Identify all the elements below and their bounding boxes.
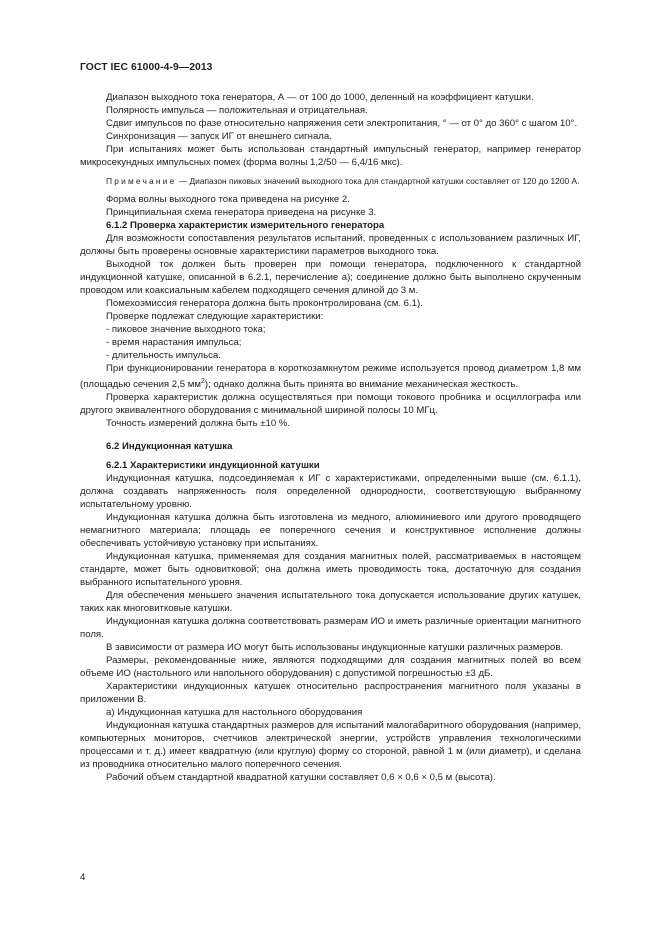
- paragraph: Диапазон выходного тока генератора, А — от 100 до 1000, деленный на коэффициент катушки.: [106, 92, 534, 103]
- superscript: 2: [200, 378, 205, 385]
- document-body: [80, 91, 581, 784]
- paragraph: Индукционная катушка, подсоединяемая к ИГ с характеристиками, определенными выше (см. 6.1.1), должна создавать напряженность поля определенной однородности, соответствующую выбранному испытательному уровню.: [80, 473, 581, 511]
- paragraph: Рабочий объем стандартной квадратной катушки составляет 0,6 × 0,6 × 0,5 м (высота).: [106, 772, 496, 784]
- section-heading-6-2: 6.2 Индукционная катушка: [106, 441, 233, 453]
- paragraph: Индукционная катушка, применяемая для создания магнитных полей, рассматриваемых в настоящем стандарте, может быть одновитковой; она должна иметь проводимость тока, достаточную для создания выбранного испытательного уровня.: [80, 551, 581, 589]
- paragraph: Проверка характеристик должна осуществляться при помощи токового пробника и осциллографа или другого эквивалентного оборудования с минимальной шириной полосы 10 МГц.: [80, 392, 581, 417]
- paragraph: Индукционная катушка стандартных размеров для испытаний малогабаритного оборудования (например, компьютерных мониторов, счетчиков электрической энергии, устройств управления технологическими процессами и т. д.) имеет квадратную (или круглую) форму со стороной, равной 1 м (или диаметр), и сделана из проводника относительно малого поперечного сечения.: [80, 720, 581, 771]
- note-label: Примечание: [106, 176, 177, 186]
- paragraph: При испытаниях может быть использован стандартный импульсный генератор, например генератор микросекундных импульсных помех (форма волны 1,2/50 — 6,4/16 мкс).: [80, 144, 581, 168]
- list-item: - длительность импульса.: [106, 350, 221, 361]
- section-heading-6-2-1: 6.2.1 Характеристики индукционной катушки: [106, 460, 320, 472]
- section-heading-6-1-2: 6.1.2 Проверка характеристик измерительного генератора: [106, 220, 385, 231]
- paragraph: Синхронизация — запуск ИГ от внешнего сигнала.: [106, 131, 332, 142]
- paragraph: Сдвиг импульсов по фазе относительно напряжения сети электропитания, ° — от 0° до 360° с шагом 10°.: [106, 118, 578, 129]
- page-number: 4: [80, 872, 86, 883]
- paragraph: Характеристики индукционных катушек относительно распространения магнитного поля указаны в приложении В.: [80, 681, 581, 706]
- paragraph: а) Индукционная катушка для настольного оборудования: [106, 707, 363, 719]
- paragraph: [80, 362, 581, 391]
- document-header: ГОСТ IEC 61000-4-9—2013: [80, 62, 213, 73]
- paragraph: В зависимости от размера ИО могут быть использованы индукционные катушки различных размеров.: [106, 642, 564, 654]
- paragraph: Выходной ток должен быть проверен при помощи генератора, подключенного к стандартной индукционной катушке, описанной в 6.2.1, перечисление а); соединение должно быть выполнено скрученным проводом или коаксиальным кабелем подходящего сечения длиной до 3 м.: [80, 259, 581, 296]
- paragraph: Индукционная катушка должна быть изготовлена из медного, алюминиевого или другого проводящего немагнитного материала; площадь ее поперечного сечения и конструктивное исполнение должны обеспечивать устойчивую установку при испытаниях.: [80, 512, 581, 550]
- paragraph: Размеры, рекомендованные ниже, являются подходящими для создания магнитных полей во всем объеме ИО (настольного или напольного оборудования) с допустимой погрешностью ±3 дБ.: [80, 655, 581, 680]
- paragraph: Форма волны выходного тока приведена на рисунке 2.: [106, 194, 350, 205]
- paragraph: Проверке подлежат следующие характеристики:: [106, 311, 324, 322]
- text-run: При функционировании генератора в короткозамкнутом режиме используется провод диаметром 1,8 мм (площадью сечения 2,5 мм: [80, 363, 581, 391]
- note: [80, 175, 581, 187]
- paragraph: Полярность импульса — положительная и отрицательная.: [106, 105, 368, 116]
- paragraph: Точность измерений должна быть ±10 %.: [106, 418, 291, 430]
- note-text: — Диапазон пиковых значений выходного тока для стандартной катушки составляет от 120 до 1200 А.: [176, 176, 580, 186]
- paragraph: Индукционная катушка должна соответствовать размерам ИО и иметь различные ориентации магнитного поля.: [80, 616, 581, 641]
- list-item: - время нарастания импульса;: [106, 337, 242, 348]
- paragraph: Принципиальная схема генератора приведена на рисунке 3.: [106, 207, 377, 218]
- paragraph: Для обеспечения меньшего значения испытательного тока допускается использование других катушек, таких как многовитковые катушки.: [80, 590, 581, 615]
- list-item: - пиковое значение выходного тока;: [106, 324, 266, 335]
- text-run: ); однако должна быть принята во внимание механическая жесткость.: [204, 379, 519, 391]
- paragraph: Помехоэмиссия генератора должна быть проконтролирована (см. 6.1).: [106, 298, 423, 309]
- paragraph: Для возможности сопоставления результатов испытаний, проведенных с использованием различных ИГ, должны быть проверены основные характеристики параметров выходного тока.: [80, 233, 581, 257]
